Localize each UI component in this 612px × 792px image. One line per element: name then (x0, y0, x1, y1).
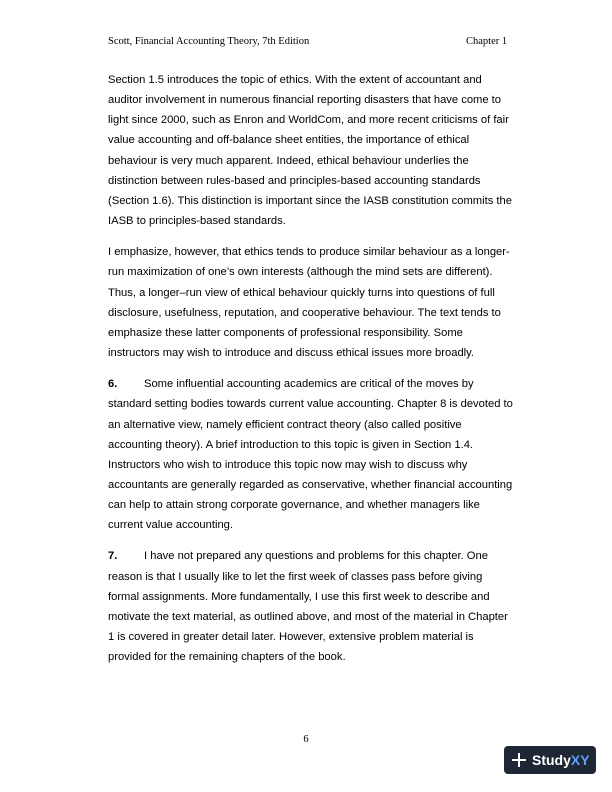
paragraph-item-6 (108, 374, 516, 535)
page-number: 6 (303, 734, 309, 745)
paragraph-ethics-intro (108, 70, 516, 231)
brand-main: Study (532, 752, 571, 768)
book-title: Scott, Financial Accounting Theory, 7th Edition (108, 36, 310, 47)
item-number: 6. (108, 378, 118, 391)
paragraph-ethics-emphasis (108, 242, 516, 363)
plus-icon (511, 752, 527, 768)
studyxy-watermark (504, 746, 596, 774)
studyxy-logo-text (532, 752, 590, 768)
document-body (108, 70, 516, 678)
paragraph-item-7 (108, 546, 516, 667)
page-header (108, 36, 508, 50)
chapter-label: Chapter 1 (466, 36, 508, 47)
paragraph-text: I emphasize, however, that ethics tends to produce similar behaviour as a longer-run maximization of one’s own interests (although the mind sets are different). Thus, a longer–run view of ethical behaviour quickly turns into questions of full disclosure, usefulness, reputation, and cooperative behaviour. The text tends to emphasize these latter components of professional responsibility. Some instructors may wish to introduce and discuss ethical issues more broadly. (108, 246, 510, 360)
item-number: 7. (108, 550, 118, 563)
paragraph-text: I have not prepared any questions and problems for this chapter. One reason is that I usually like to let the first week of classes pass before giving formal assignments. More fundamentally, I use this first week to describe and motivate the text material, as outlined above, and most of the material in Chapter 1 is covered in greater detail later. However, extensive problem material is provided for the remaining chapters of the book. (108, 550, 508, 664)
paragraph-text: Some influential accounting academics are critical of the moves by standard setting bodies towards current value accounting. Chapter 8 is devoted to an alternative view, namely efficient contract theory (also called positive accounting theory). A brief introduction to this topic is given in Section 1.4. Instructors who wish to introduce this topic now may wish to discuss why accountants are generally regarded as conservative, whether financial accounting can help to attain strong corporate governance, and whether managers like current value accounting. (108, 378, 513, 532)
paragraph-text: Section 1.5 introduces the topic of ethics. With the extent of accountant and auditor involvement in numerous financial reporting disasters that have come to light since 2000, such as Enron and WorldCom, and more recent criticisms of fair value accounting and off-balance sheet entities, the importance of ethical behaviour is very much apparent. Indeed, ethical behaviour underlies the distinction between rules-based and principles-based accounting standards (Section 1.6). This distinction is important since the IASB constitution commits the IASB to principles-based standards. (108, 74, 512, 228)
brand-accent: XY (570, 752, 590, 768)
